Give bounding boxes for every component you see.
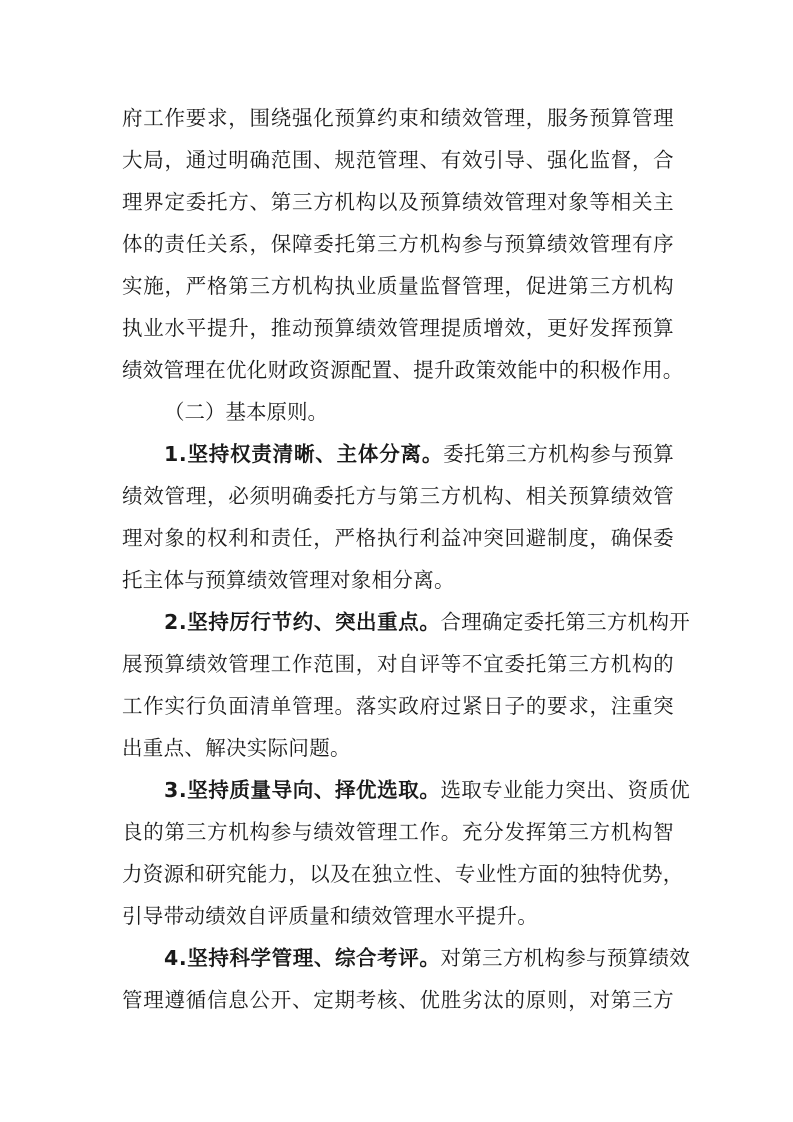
principle-first-line: [164, 946, 691, 970]
body-text-line: 大局，通过明确范围、规范管理、有效引导、强化监督，合: [122, 148, 674, 172]
body-text-line: 府工作要求，围绕强化预算约束和绩效管理，服务预算管理: [122, 106, 674, 130]
body-text-line: 良的第三方机构参与绩效管理工作。充分发挥第三方机构智: [122, 820, 674, 844]
body-text-line: 管理遵循信息公开、定期考核、优胜劣汰的原则，对第三方: [122, 988, 674, 1012]
principle-text: 合理确定委托第三方机构开: [440, 610, 691, 634]
principle-text: 委托第三方机构参与预算: [443, 442, 674, 466]
body-text-line: 工作实行负面清单管理。落实政府过紧日子的要求，注重突: [122, 694, 674, 718]
body-text-line: 理对象的权利和责任，严格执行利益冲突回避制度，确保委: [122, 526, 674, 550]
body-text-line: 体的责任关系，保障委托第三方机构参与预算绩效管理有序: [122, 232, 674, 256]
body-text-line: 出重点、解决实际问题。: [122, 736, 351, 760]
body-text-line: 执业水平提升，推动预算绩效管理提质增效，更好发挥预算: [122, 316, 674, 340]
body-text-line: 引导带动绩效自评质量和绩效管理水平提升。: [122, 904, 538, 928]
principle-first-line: [164, 610, 691, 634]
body-text-line: 托主体与预算绩效管理对象相分离。: [122, 568, 455, 592]
principle-title: 4.坚持科学管理、综合考评。: [164, 946, 441, 970]
body-text-line: 绩效管理在优化财政资源配置、提升政策效能中的积极作用。: [122, 358, 684, 382]
principle-title: 1.坚持权责清晰、主体分离。: [164, 442, 444, 466]
principle-text: 对第三方机构参与预算绩效: [440, 946, 691, 970]
principle-first-line: [164, 442, 674, 466]
principle-title: 2.坚持厉行节约、突出重点。: [164, 610, 441, 634]
body-text-line: 实施，严格第三方机构执业质量监督管理，促进第三方机构: [122, 274, 674, 298]
principle-first-line: [164, 778, 691, 802]
principle-title: 3.坚持质量导向、择优选取。: [164, 778, 441, 802]
body-text-line: 绩效管理，必须明确委托方与第三方机构、相关预算绩效管: [122, 484, 674, 508]
body-text-line: 力资源和研究能力，以及在独立性、专业性方面的独特优势，: [122, 862, 684, 886]
body-text-line: 理界定委托方、第三方机构以及预算绩效管理对象等相关主: [122, 190, 674, 214]
principle-text: 选取专业能力突出、资质优: [440, 778, 691, 802]
section-heading: （二）基本原则。: [164, 400, 328, 424]
body-text-line: 展预算绩效管理工作范围，对自评等不宜委托第三方机构的: [122, 652, 674, 676]
